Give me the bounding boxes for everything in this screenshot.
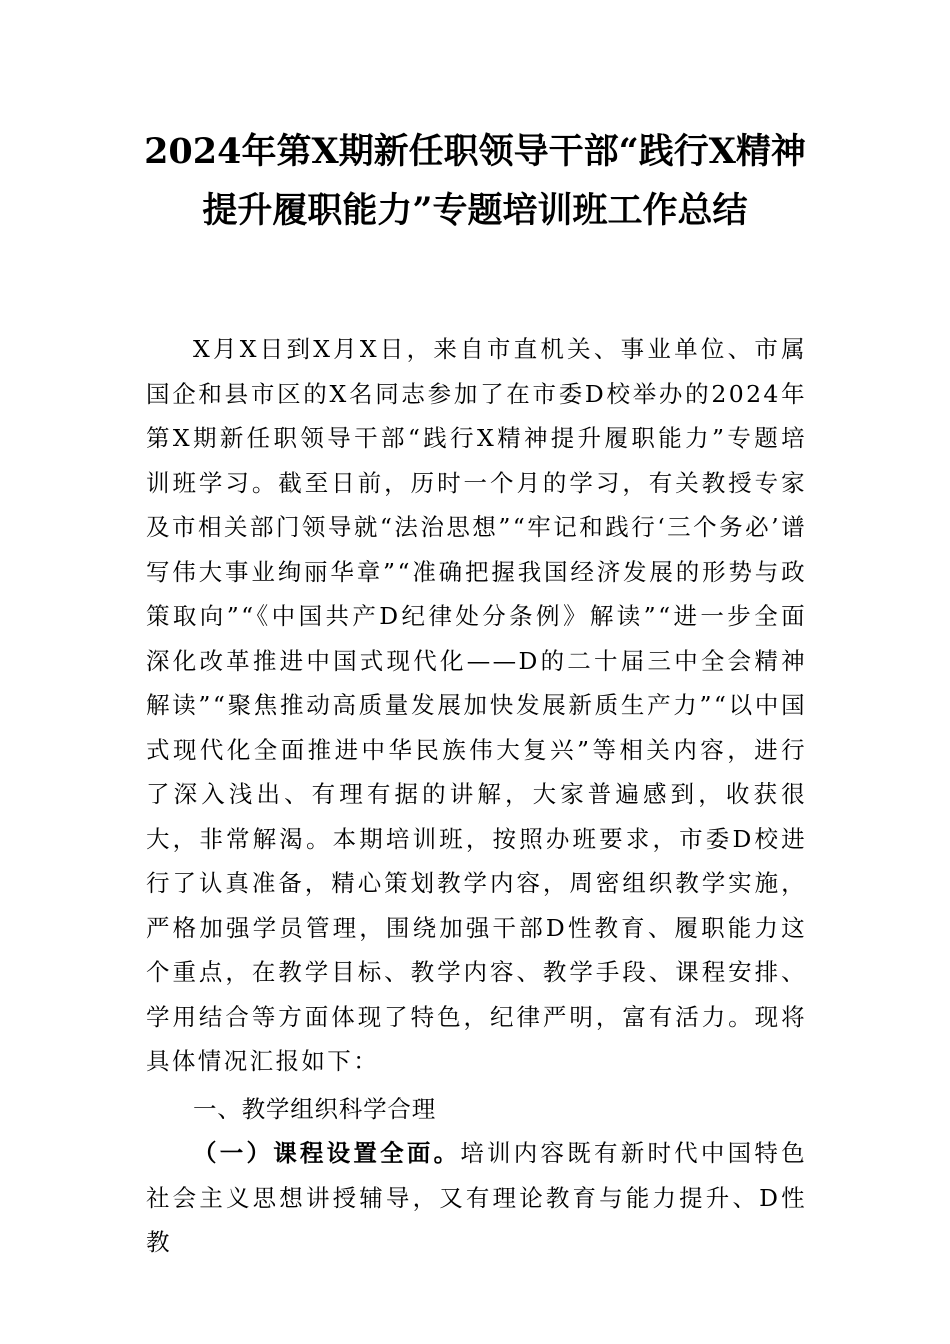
subsection-text-1: 培训内容既有新时代中国特色社会主义思想讲授辅导，又有理论教育与能力提升、D性教 [146, 1139, 808, 1256]
section-heading-1: 一、教学组织科学合理 [193, 1095, 436, 1123]
subsection-lead-1: （一）课程设置全面。 [193, 1139, 461, 1167]
intro-paragraph: X月X日到X月X日，来自市直机关、事业单位、市属国企和县市区的X名同志参加了在市委D校举办的2024年第X期新任职领导干部“践行X精神提升履职能力”专题培训班学习。截至日前，历时一个月的学习，有关教授专家及市相关部门领导就“法治思想”“牢记和践行‘三个务必’谱写伟大事业绚丽华章”“准确把握我国经济发展的形势与政策取向”“《中国共产D纪律处分条例》解读”“进一步全面深化改革推进中国式现代化——D的二十届三中全会精神解读”“聚焦推动高质量发展加快发展新质生产力”“以中国式现代化全面推进中华民族伟大复兴”等相关内容，进行了深入浅出、有理有据的讲解，大家普遍感到，收获很大，非常解渴。本期培训班，按照办班要求，市委D校进行了认真准备，精心策划教学内容，周密组织教学实施，严格加强学员管理，围绕加强干部D性教育、履职能力这个重点，在教学目标、教学内容、教学手段、课程安排、学用结合等方面体现了特色，纪律严明，富有活力。现将具体情况汇报如下： [146, 335, 807, 1075]
document-title: 2024年第X期新任职领导干部“践行X精神提升履职能力”专题培训班工作总结 [144, 131, 806, 231]
subsection-paragraph-1 [146, 1131, 807, 1265]
